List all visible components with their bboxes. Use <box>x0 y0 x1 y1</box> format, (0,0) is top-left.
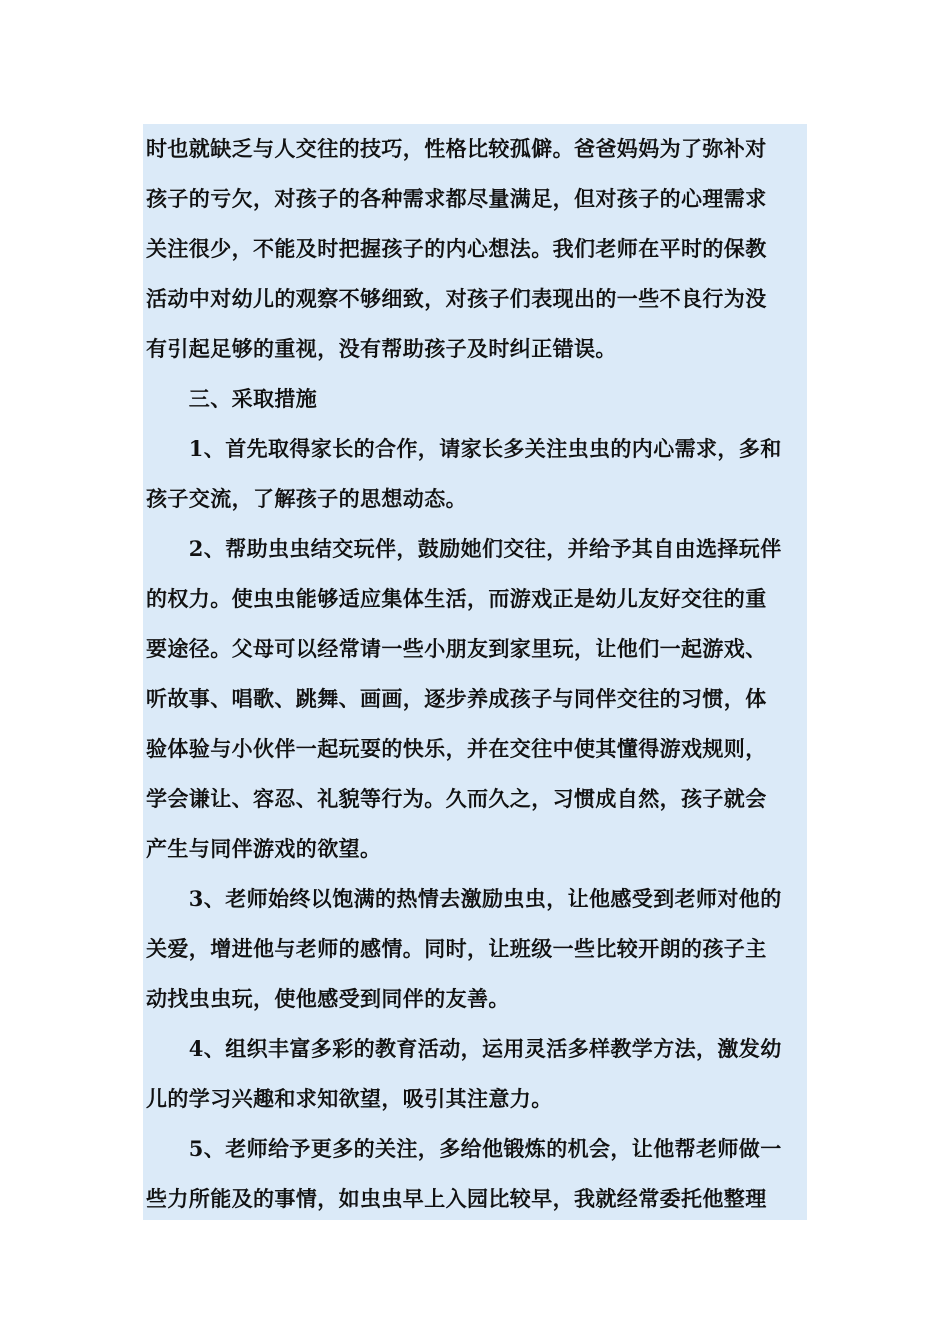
text-line: 5、老师给予更多的关注，多给他锻炼的机会，让他帮老师做一 <box>146 1136 782 1161</box>
text-line: 的权力。使虫虫能够适应集体生活，而游戏正是幼儿友好交往的重 <box>146 586 767 611</box>
text-line: 动找虫虫玩，使他感受到同伴的友善。 <box>146 986 510 1011</box>
text-line: 关爱，增进他与老师的感情。同时，让班级一些比较开朗的孩子主 <box>146 936 767 961</box>
text-line: 要途径。父母可以经常请一些小朋友到家里玩，让他们一起游戏、 <box>146 636 767 661</box>
text-line: 学会谦让、容忍、礼貌等行为。久而久之，习惯成自然，孩子就会 <box>146 786 767 811</box>
text-line: 关注很少，不能及时把握孩子的内心想法。我们老师在平时的保教 <box>146 236 767 261</box>
text-line: 3、老师始终以饱满的热情去激励虫虫，让他感受到老师对他的 <box>146 886 782 911</box>
text-line: 时也就缺乏与人交往的技巧，性格比较孤僻。爸爸妈妈为了弥补对 <box>146 136 767 161</box>
text-line: 1、首先取得家长的合作，请家长多关注虫虫的内心需求，多和 <box>146 436 782 461</box>
text-line: 2、帮助虫虫结交玩伴，鼓励她们交往，并给予其自由选择玩伴 <box>146 536 782 561</box>
text-line: 产生与同伴游戏的欲望。 <box>146 836 382 861</box>
text-line: 听故事、唱歌、跳舞、画画，逐步养成孩子与同伴交往的习惯，体 <box>146 686 767 711</box>
text-line: 4、组织丰富多彩的教育活动，运用灵活多样教学方法，激发幼 <box>146 1036 782 1061</box>
text-line: 些力所能及的事情，如虫虫早上入园比较早，我就经常委托他整理 <box>146 1186 767 1211</box>
text-line: 有引起足够的重视，没有帮助孩子及时纠正错误。 <box>146 336 617 361</box>
text-line: 孩子的亏欠，对孩子的各种需求都尽量满足，但对孩子的心理需求 <box>146 186 767 211</box>
text-line: 儿的学习兴趣和求知欲望，吸引其注意力。 <box>146 1086 553 1111</box>
text-line: 验体验与小伙伴一起玩耍的快乐，并在交往中使其懂得游戏规则， <box>146 736 767 761</box>
section-heading: 三、采取措施 <box>146 386 318 411</box>
text-line: 孩子交流，了解孩子的思想动态。 <box>146 486 467 511</box>
text-line: 活动中对幼儿的观察不够细致，对孩子们表现出的一些不良行为没 <box>146 286 767 311</box>
document-body <box>143 124 807 1220</box>
